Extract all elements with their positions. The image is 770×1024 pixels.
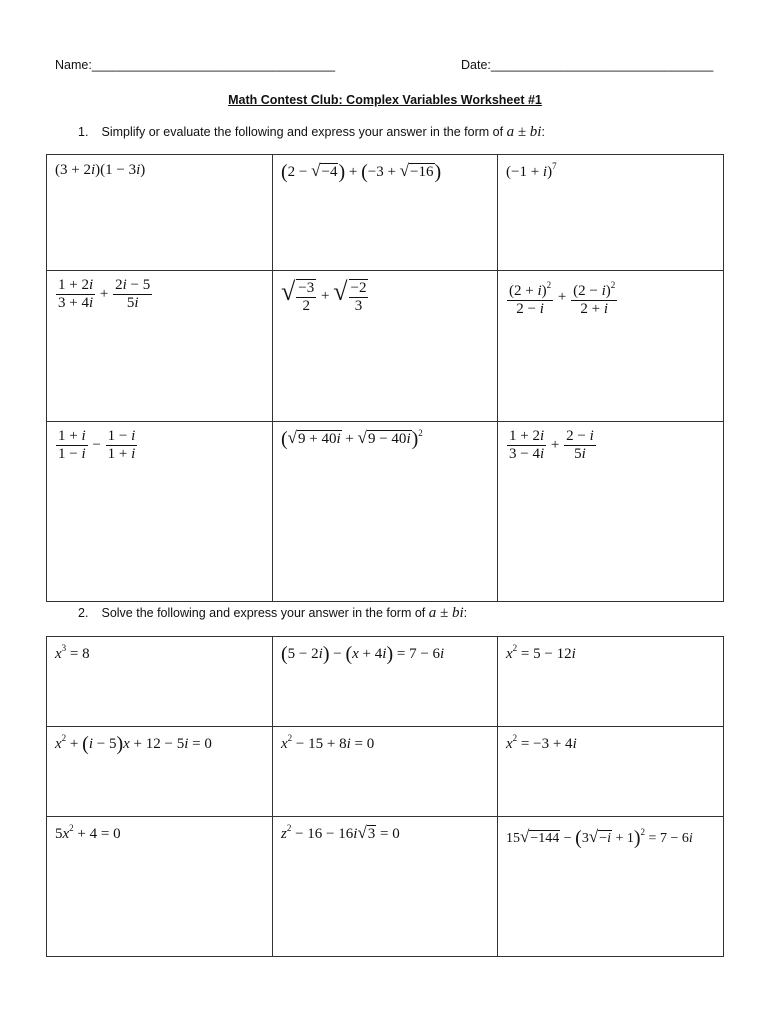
problem-1-2 <box>273 155 498 271</box>
problem-1-8 <box>273 422 498 602</box>
problem-1-9 <box>498 422 724 602</box>
problem-2-2 <box>273 637 498 727</box>
expression: $\frac{(2 + i)^2}{2 - i}$ + $\frac{(2 - i)^2}{2 + i}$ <box>506 289 618 305</box>
problem-1-1 <box>47 155 273 271</box>
expression: $(√9 + 40i + √9 - 40i)^2$ <box>281 428 423 450</box>
problem-2-9 <box>498 817 724 957</box>
expression: (5 − 2i) − (x + 4i) = 7 − 6i <box>281 643 445 665</box>
expression: $\frac{1 + 2i}{3 + 4i}$ + $\frac{2i - 5}{5i}$ <box>58 277 151 311</box>
problem-2-6 <box>498 727 724 817</box>
expression: $x^2 = 5 - 12i$ <box>506 643 576 662</box>
problem-2-3 <box>498 637 724 727</box>
section2-instruction: 2. Solve the following and express your answer in the form of a ± bi: <box>78 605 468 621</box>
expression: $x^3 = 8$ <box>55 643 90 662</box>
problem-1-3 <box>498 155 724 271</box>
expression: $x^2 - 15 + 8i = 0$ <box>281 733 375 752</box>
problem-2-5 <box>273 727 498 817</box>
date-field: Date:________________________________ <box>461 58 714 72</box>
problem-2-1 <box>47 637 273 727</box>
expression: (2 − √−4) + (−3 + √−16) <box>281 161 442 183</box>
expression: $5x^2 + 4 = 0$ <box>55 823 121 842</box>
problem-1-4 <box>47 271 273 422</box>
name-field: Name:___________________________________ <box>55 58 336 72</box>
expression: $\frac{1 + 2i}{3 - 4i}$ + $\frac{2 - i}{5i}$ <box>509 428 594 462</box>
section1-instruction: 1. Simplify or evaluate the following and express your answer in the form of a ± bi: <box>78 124 545 140</box>
expression: $\frac{1 + i}{1 - i}$ − $\frac{1 - i}{1 + i}$ <box>58 428 136 462</box>
section2-table <box>46 636 724 957</box>
expression: $15√-144 - (3√-i + 1)^2 = 7 - 6i$ <box>506 827 693 849</box>
problem-2-4 <box>47 727 273 817</box>
problem-2-8 <box>273 817 498 957</box>
section1-table <box>46 154 724 602</box>
problem-1-6 <box>498 271 724 422</box>
expression: $x^2 + (i - 5)x + 12 - 5i = 0$ <box>55 733 212 755</box>
expression: √ $\frac{-3}{2}$ + √ $\frac{-2}{3}$ <box>281 277 367 314</box>
expression: $(-1 + i)^7$ <box>506 161 557 180</box>
worksheet-title: Math Contest Club: Complex Variables Worksheet #1 <box>228 93 542 107</box>
problem-1-5 <box>273 271 498 422</box>
expression: $x^2 = -3 + 4i$ <box>506 733 577 752</box>
expression: (3 + 2i)(1 − 3i) <box>55 162 146 178</box>
expression: $z^2 - 16 - 16i√3 = 0$ <box>281 823 400 842</box>
problem-2-7 <box>47 817 273 957</box>
problem-1-7 <box>47 422 273 602</box>
